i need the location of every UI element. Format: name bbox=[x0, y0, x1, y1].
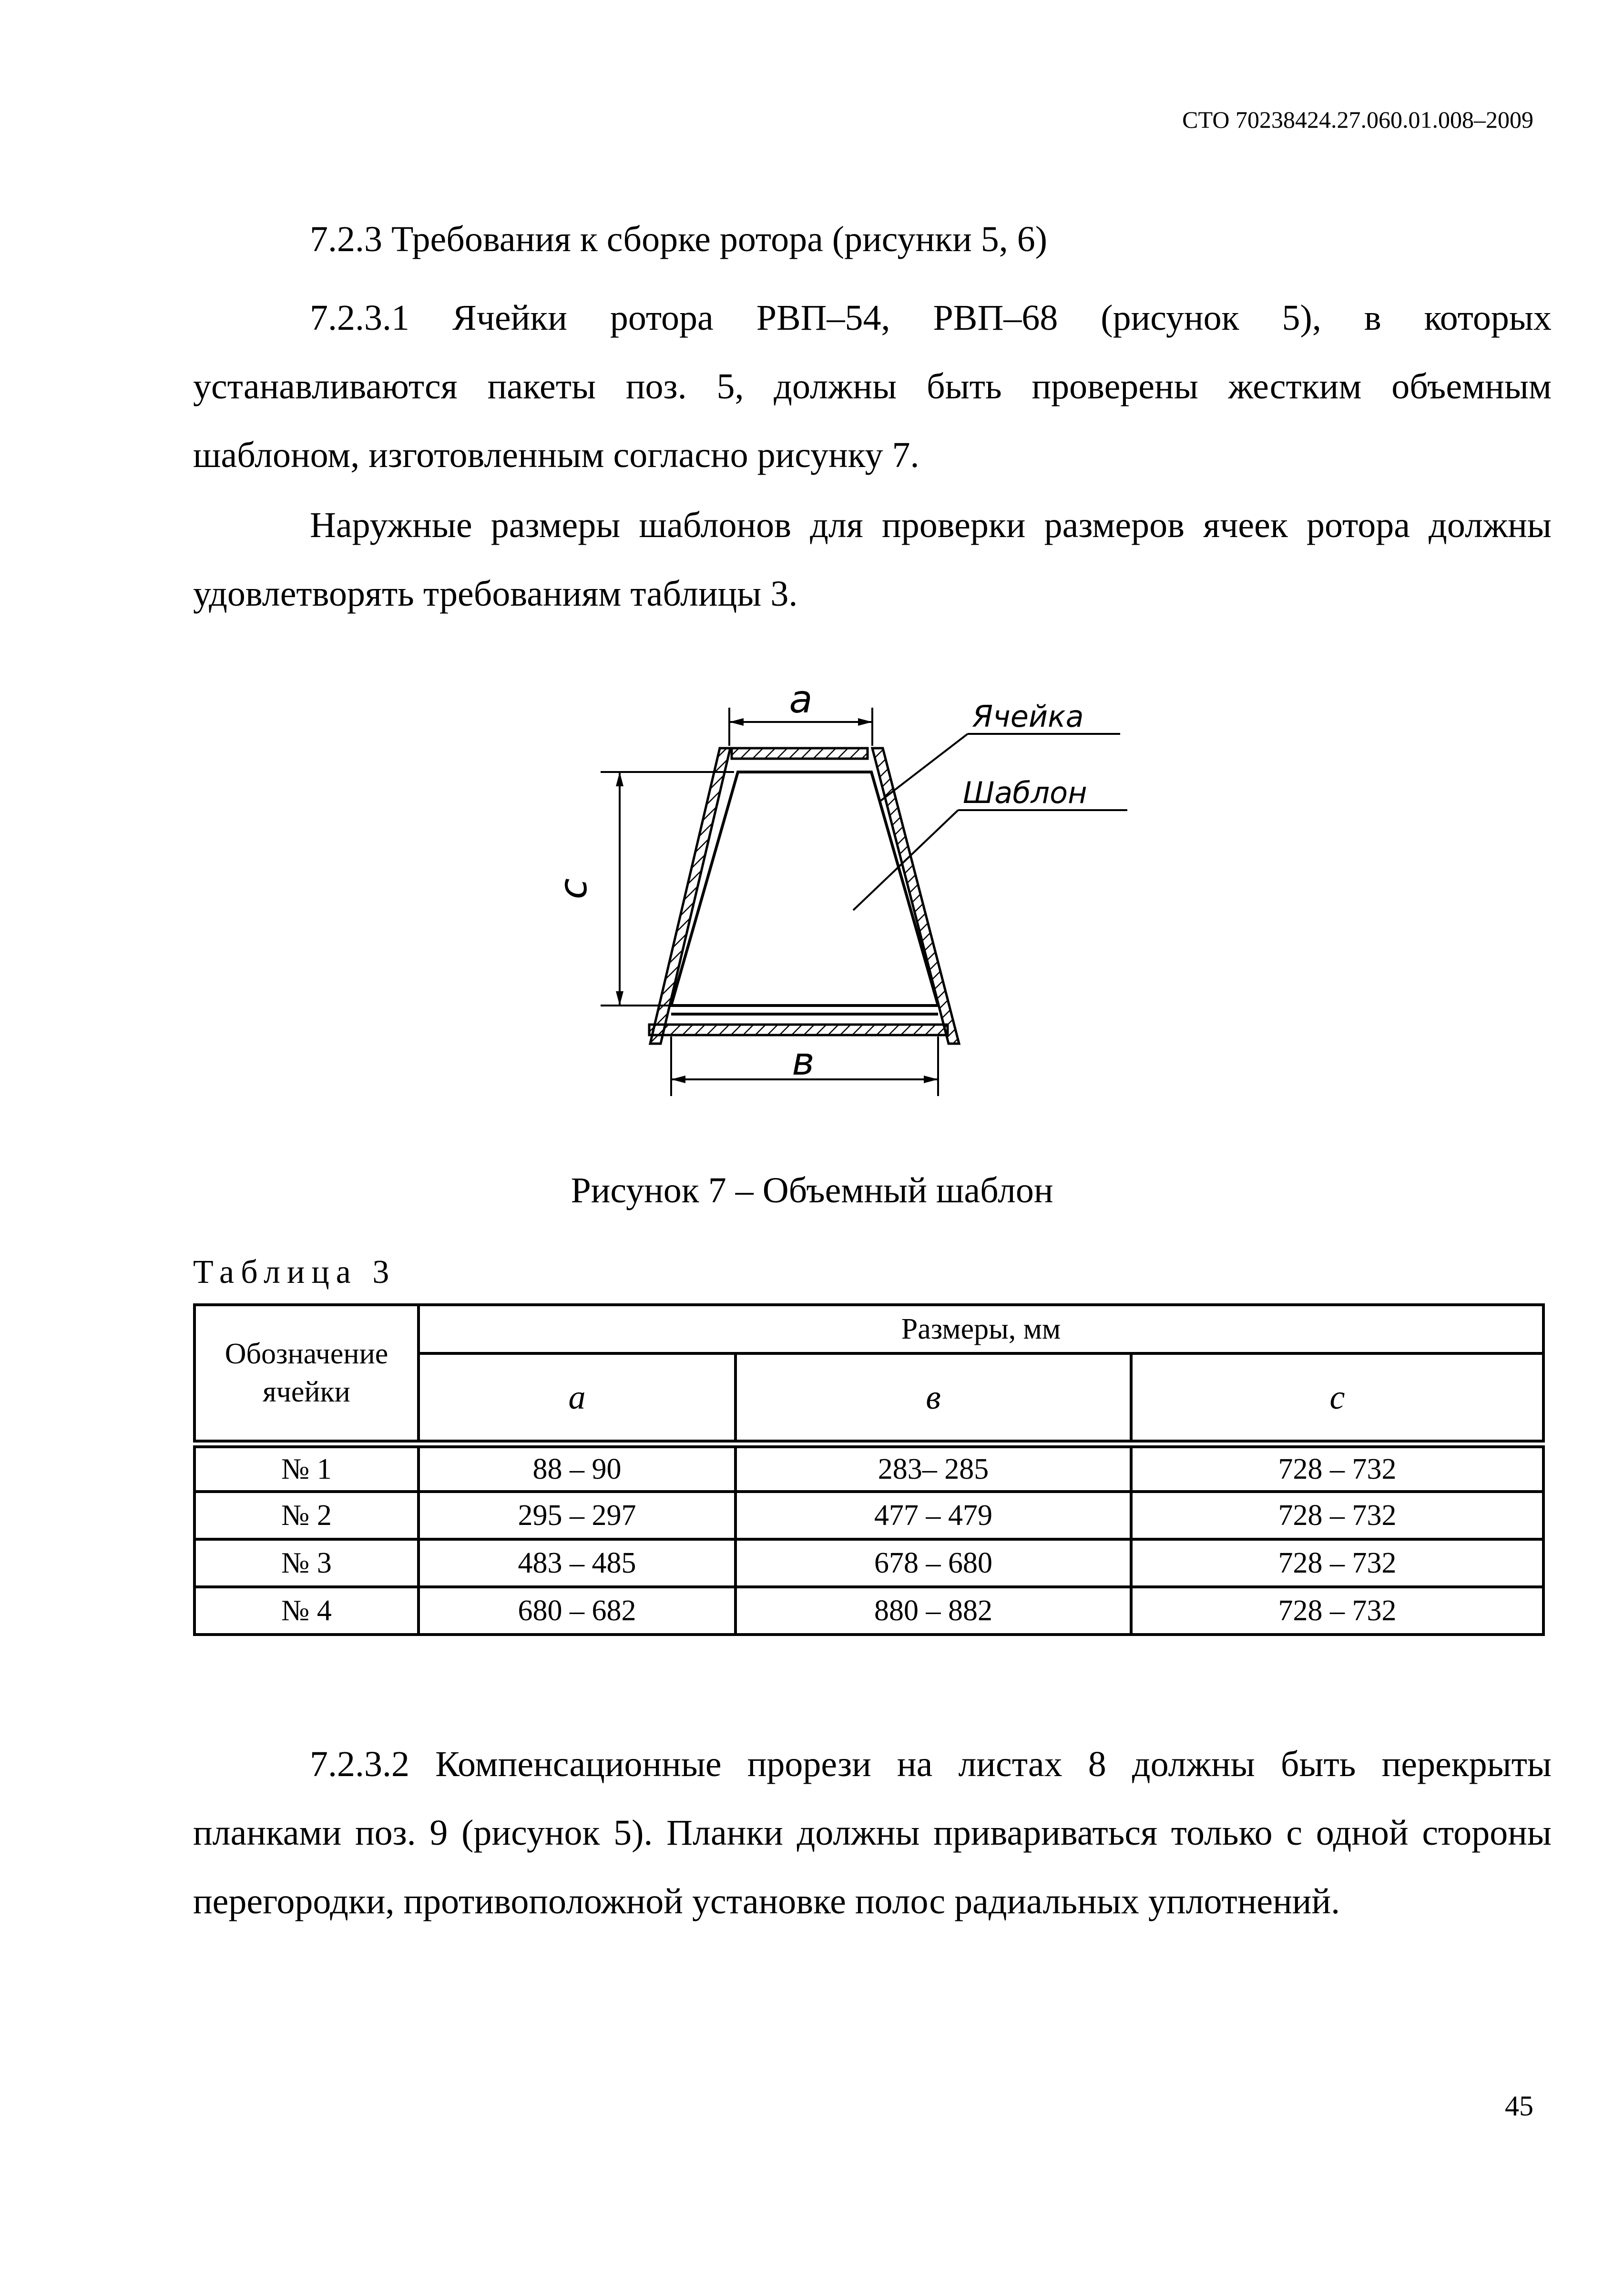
paragraph-template-sizes: Наружные размеры шаблонов для проверки размеров ячеек ротора должны удовлетворять требованиям таблицы 3. bbox=[193, 505, 1552, 614]
cell-name: № 3 bbox=[194, 1539, 419, 1587]
header-a: а bbox=[419, 1353, 735, 1444]
page-number: 45 bbox=[1505, 2090, 1533, 2122]
paragraph-7-2-3-2: 7.2.3.2 Компенсационные прорези на листах 8 должны быть перекрыты планками поз. 9 (рисунок 5). Планки должны привариваться только с одной стороны перегородки, противоположной установке полос радиальных уплотнений. bbox=[193, 1744, 1552, 1921]
figure-template-drawing bbox=[551, 677, 1158, 1110]
figure-caption: Рисунок 7 – Объемный шаблон bbox=[571, 1170, 1053, 1210]
cell-wall-right bbox=[872, 748, 959, 1044]
cell-a: 483 – 485 bbox=[419, 1539, 735, 1587]
header-dimensions: Размеры, мм bbox=[419, 1305, 1543, 1353]
cell-wall-top bbox=[732, 748, 868, 759]
table-row bbox=[194, 1587, 1543, 1635]
dimension-label-a: a bbox=[789, 677, 813, 721]
cell-a: 88 – 90 bbox=[419, 1444, 735, 1492]
cell-a: 295 – 297 bbox=[419, 1492, 735, 1539]
cell-wall-bottom bbox=[649, 1025, 948, 1035]
section-heading: 7.2.3 Требования к сборке ротора (рисунки 5, 6) bbox=[310, 219, 1048, 259]
header-b: в bbox=[735, 1353, 1131, 1444]
table-row bbox=[194, 1444, 1543, 1492]
table-row bbox=[194, 1539, 1543, 1587]
cell-c: 728 – 732 bbox=[1131, 1444, 1543, 1492]
dimension-label-b: в bbox=[792, 1039, 815, 1084]
paragraph-7-2-3-1: 7.2.3.1 Ячейки ротора РВП–54, РВП–68 (рисунок 5), в которых устанавливаются пакеты поз. 5, должны быть проверены жестким объемным шаблоном, изготовленным согласно рисунку 7. bbox=[193, 298, 1552, 475]
cell-name: № 1 bbox=[194, 1444, 419, 1492]
cell-wall-left bbox=[650, 748, 730, 1044]
cell-c: 728 – 732 bbox=[1131, 1539, 1543, 1587]
dimension-label-c: c bbox=[551, 878, 595, 899]
table-title: Таблица 3 bbox=[193, 1254, 396, 1290]
cell-b: 678 – 680 bbox=[735, 1539, 1131, 1587]
cell-b: 283– 285 bbox=[735, 1444, 1131, 1492]
cell-b: 477 – 479 bbox=[735, 1492, 1131, 1539]
header-c: с bbox=[1131, 1353, 1543, 1444]
header-designation: Обозначение ячейки bbox=[194, 1305, 419, 1444]
table-row bbox=[194, 1492, 1543, 1539]
label-template: Шаблон bbox=[963, 775, 1087, 810]
label-cell: Ячейка bbox=[972, 699, 1084, 734]
cell-b: 880 – 882 bbox=[735, 1587, 1131, 1635]
dimensions-table bbox=[193, 1303, 1545, 1636]
cell-name: № 2 bbox=[194, 1492, 419, 1539]
document-code: СТО 70238424.27.060.01.008–2009 bbox=[1182, 106, 1533, 133]
cell-c: 728 – 732 bbox=[1131, 1492, 1543, 1539]
cell-c: 728 – 732 bbox=[1131, 1587, 1543, 1635]
cell-a: 680 – 682 bbox=[419, 1587, 735, 1635]
cell-name: № 4 bbox=[194, 1587, 419, 1635]
